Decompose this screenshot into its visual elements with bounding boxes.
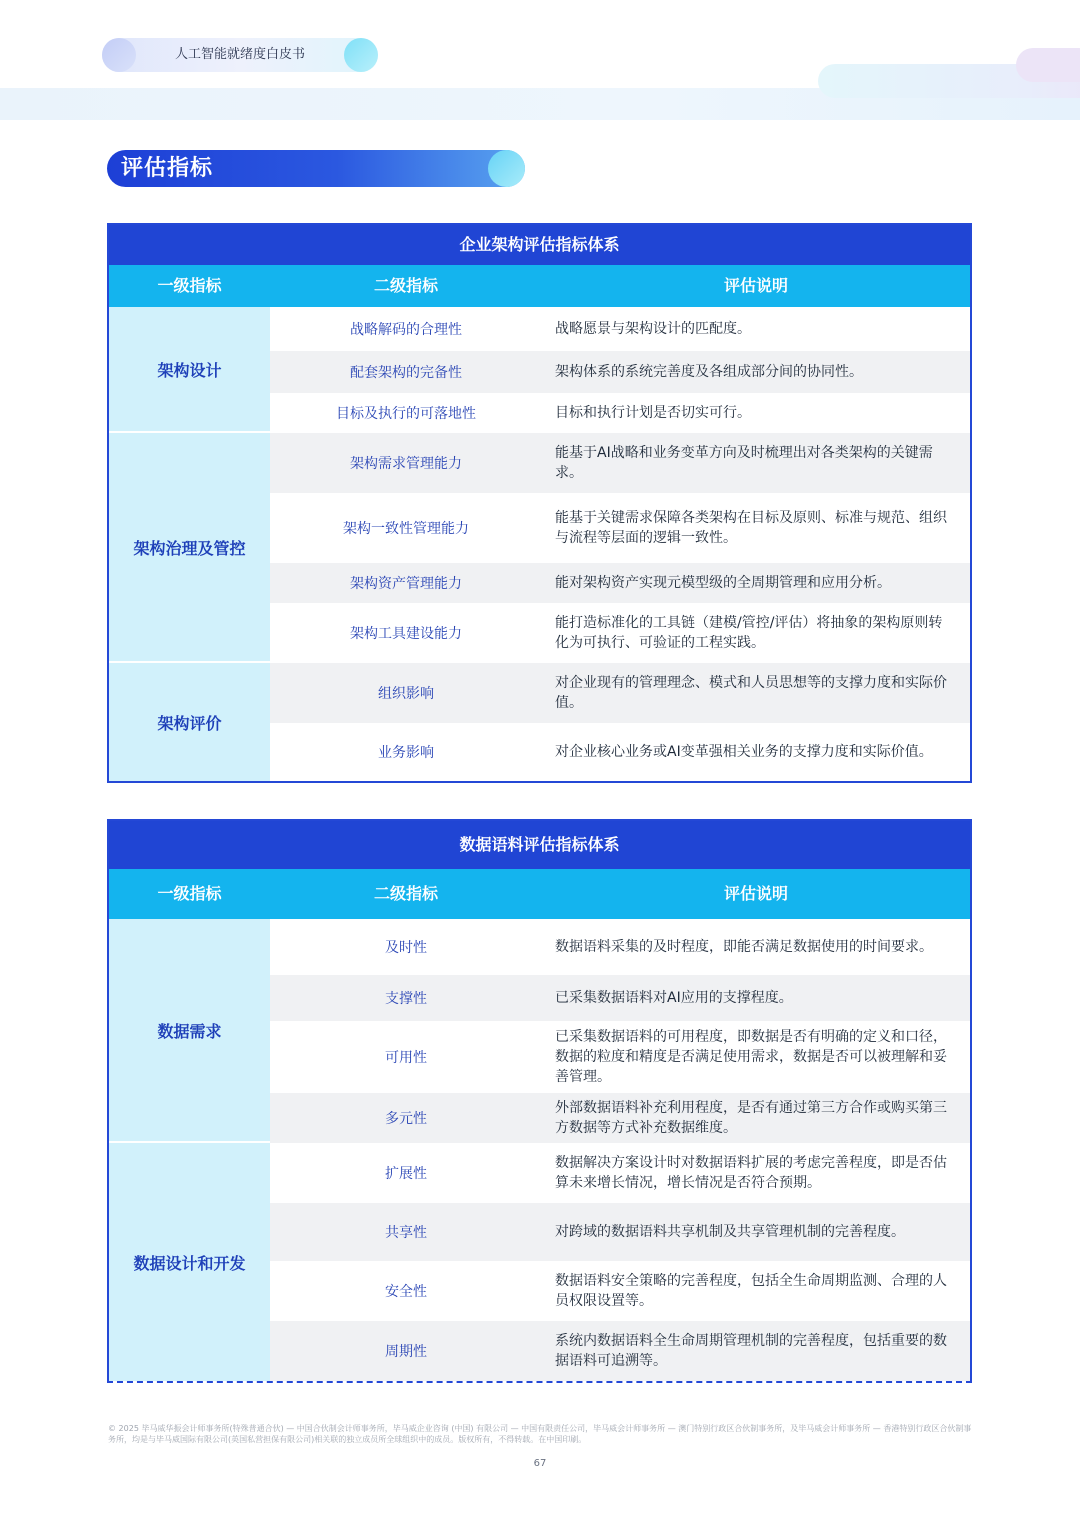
description-cell: 能基于AI战略和业务变革方向及时梳理出对各类架构的关键需求。 (555, 445, 933, 481)
table-row (270, 1261, 970, 1321)
table-row (270, 1143, 970, 1203)
table-row (270, 603, 970, 663)
legal-footer: © 2025 毕马威华振会计师事务所(特殊普通合伙) — 中国合伙制会计师事务所，毕马威企业咨询 (中国) 有限公司 — 中国有限责任公司，毕马威会计师事务所 — 澳门特别行政区合伙制事务所，及毕马威会计师事务所 — 香港特别行政区合伙制事务所，均是与毕马威国际有限公司(英国私营担保有限公司)相关联的独立成员所全球组织中的成员。版权所有，不得转载。在中国印刷。 (108, 1424, 972, 1444)
group-cell: 架构设计 (109, 307, 270, 433)
description-cell: 对企业核心业务或AI变革强相关业务的支撑力度和实际价值。 (555, 744, 933, 760)
table-body (109, 307, 970, 781)
page-number: 67 (533, 1458, 547, 1469)
rows-column (270, 307, 970, 781)
description-cell: 外部数据语料补充利用程度，是否有通过第三方合作或购买第三方数据等方式补充数据维度。 (555, 1100, 947, 1136)
table-title: 数据语料评估指标体系 (109, 821, 970, 869)
description-cell: 能打造标准化的工具链（建模/管控/评估）将抽象的架构原则转化为可执行、可验证的工程实践。 (555, 615, 943, 651)
description-cell: 数据语料采集的及时程度，即能否满足数据使用的时间要求。 (555, 939, 933, 955)
table-row (270, 663, 970, 723)
document-title-pill (102, 38, 378, 72)
description-cell: 架构体系的系统完善度及各组成部分间的协同性。 (555, 364, 863, 380)
group-column (109, 307, 270, 781)
table-row (270, 307, 970, 351)
table-row (270, 1021, 970, 1093)
table-header (109, 265, 970, 307)
description-cell: 系统内数据语料全生命周期管理机制的完善程度，包括重要的数据语料可追溯等。 (555, 1333, 947, 1369)
header-description: 评估说明 (723, 276, 788, 295)
table-row (270, 1203, 970, 1261)
data-corpus-indicator-table (107, 819, 972, 1383)
section-heading (107, 150, 525, 187)
indicator-cell: 及时性 (385, 940, 427, 956)
table-row (270, 723, 970, 781)
rows-column (270, 919, 970, 1381)
table-row (270, 393, 970, 433)
indicator-cell: 扩展性 (385, 1166, 427, 1182)
description-cell: 对企业现有的管理理念、模式和人员思想等的支撑力度和实际价值。 (555, 675, 947, 711)
table-header (109, 869, 970, 919)
description-cell: 能基于关键需求保障各类架构在目标及原则、标准与规范、组织与流程等层面的逻辑一致性。 (555, 510, 947, 546)
group-cell: 数据设计和开发 (109, 1143, 270, 1381)
description-cell: 对跨域的数据语料共享机制及共享管理机制的完善程度。 (555, 1224, 905, 1240)
indicator-cell: 架构需求管理能力 (350, 456, 462, 472)
indicator-cell: 周期性 (385, 1344, 427, 1360)
indicator-cell: 业务影响 (378, 745, 434, 761)
group-cell: 架构评价 (109, 663, 270, 781)
indicator-cell: 目标及执行的可落地性 (336, 406, 476, 422)
group-cell: 数据需求 (109, 919, 270, 1143)
section-heading-cap (488, 150, 525, 187)
indicator-cell: 共享性 (385, 1225, 427, 1241)
indicator-cell: 架构资产管理能力 (350, 576, 462, 592)
description-cell: 目标和执行计划是否切实可行。 (555, 405, 751, 421)
section-title: 评估指标 (121, 156, 214, 181)
table-row (270, 563, 970, 603)
table-title: 企业架构评估指标体系 (109, 225, 970, 265)
indicator-cell: 架构一致性管理能力 (343, 521, 469, 537)
header-decoration-small (1016, 48, 1080, 82)
table-row (270, 1093, 970, 1143)
header-level2: 二级指标 (373, 884, 438, 903)
document-title: 人工智能就绪度白皮书 (174, 47, 305, 62)
indicator-cell: 配套架构的完备性 (350, 365, 462, 381)
table-row (270, 975, 970, 1021)
description-cell: 已采集数据语料的可用程度，即数据是否有明确的定义和口径，数据的粒度和精度是否满足使用需求，数据是否可以被理解和妥善管理。 (555, 1029, 947, 1085)
description-cell: 能对架构资产实现元模型级的全周期管理和应用分析。 (555, 575, 891, 591)
description-cell: 已采集数据语料对AI应用的支撑程度。 (555, 990, 793, 1006)
description-cell: 数据语料安全策略的完善程度，包括全生命周期监测、合理的人员权限设置等。 (555, 1273, 947, 1309)
indicator-cell: 支撑性 (385, 991, 427, 1007)
table-body (109, 919, 970, 1381)
indicator-cell: 安全性 (385, 1284, 427, 1300)
indicator-cell: 组织影响 (378, 686, 434, 702)
indicator-cell: 架构工具建设能力 (350, 626, 462, 642)
header-level2: 二级指标 (373, 276, 438, 295)
table-row (270, 351, 970, 393)
header-level1: 一级指标 (157, 884, 222, 903)
header-level1: 一级指标 (157, 276, 222, 295)
table-row (270, 919, 970, 975)
table-row (270, 1321, 970, 1381)
header-description: 评估说明 (723, 884, 788, 903)
group-column (109, 919, 270, 1381)
description-cell: 战略愿景与架构设计的匹配度。 (555, 321, 751, 337)
table-row (270, 493, 970, 563)
indicator-cell: 多元性 (385, 1111, 427, 1127)
group-cell: 架构治理及管控 (109, 433, 270, 663)
description-cell: 数据解决方案设计时对数据语料扩展的考虑完善程度，即是否估算未来增长情况，增长情况是否符合预期。 (555, 1155, 947, 1191)
indicator-cell: 可用性 (385, 1050, 427, 1066)
table-row (270, 433, 970, 493)
architecture-indicator-table (107, 223, 972, 783)
indicator-cell: 战略解码的合理性 (350, 322, 462, 338)
